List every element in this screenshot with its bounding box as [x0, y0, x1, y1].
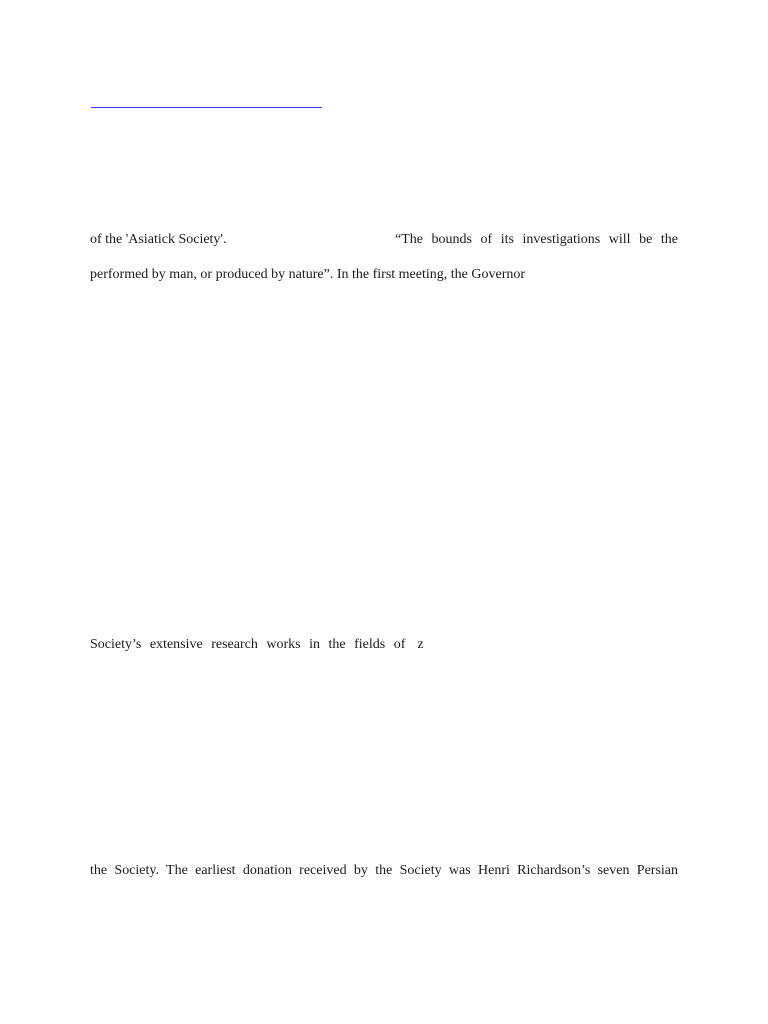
word: “The	[395, 232, 423, 247]
word: fields	[354, 637, 386, 652]
word: of	[480, 232, 493, 247]
word: be	[639, 232, 653, 247]
word: the	[328, 637, 346, 652]
word: extensive	[149, 637, 203, 652]
word: works	[266, 637, 301, 652]
word: will	[608, 232, 631, 247]
word: the	[660, 232, 678, 247]
line1-right-text	[395, 232, 678, 248]
word: Society’s	[90, 637, 142, 652]
word: investigations	[522, 232, 601, 247]
text-line-2: performed by man, or produced by nature”. In the first meeting, the Governor	[90, 267, 526, 282]
word: in	[309, 637, 320, 652]
word: bounds	[431, 232, 472, 247]
text-line-3	[90, 637, 429, 653]
line1-left-text: of the 'Asiatick Society'.	[90, 232, 227, 247]
word: research	[211, 637, 258, 652]
word: of	[393, 637, 406, 652]
word: z	[413, 637, 424, 652]
word: its	[500, 232, 514, 247]
hyperlink-underline[interactable]	[91, 107, 322, 108]
text-line-4: the Society. The earliest donation received by the Society was Henri Richardson’s seven Persian	[90, 863, 678, 878]
text-line-1	[90, 232, 678, 248]
